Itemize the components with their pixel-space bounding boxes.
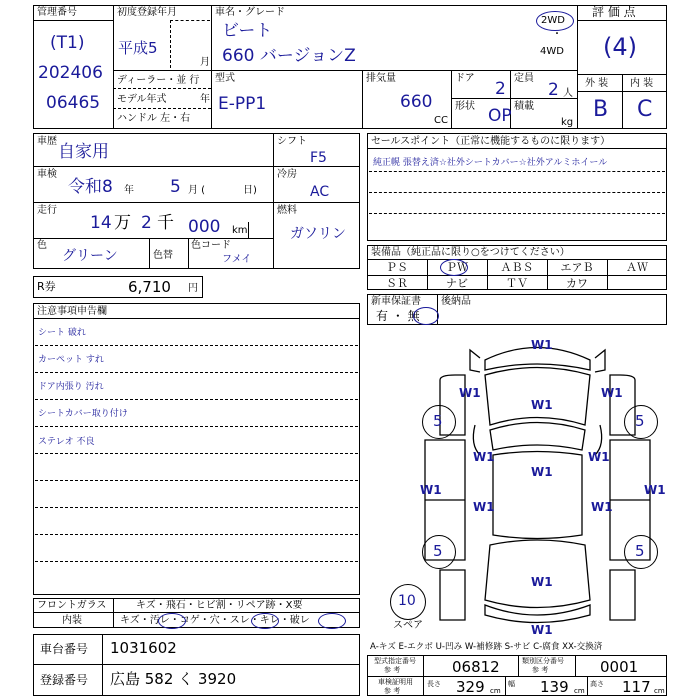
score-value: (4) bbox=[603, 33, 637, 61]
tire-depth: 5 bbox=[433, 542, 443, 560]
damage-mark: W1 bbox=[531, 575, 553, 589]
shape-value: OP bbox=[488, 106, 512, 126]
reg-era: 平成5 bbox=[118, 39, 158, 57]
fuel-label: 燃料 bbox=[277, 205, 297, 216]
chassis-label: 車台番号 bbox=[40, 642, 89, 656]
damage-mark: W1 bbox=[601, 386, 623, 400]
shift-label: シフト bbox=[277, 136, 307, 147]
inspection-month-unit: 月 ( bbox=[188, 185, 206, 196]
fuel-value: ガソリン bbox=[290, 226, 346, 242]
car-grade: 660 バージョンZ bbox=[222, 46, 356, 66]
warranty-circle bbox=[413, 307, 439, 325]
tire-depth: 5 bbox=[635, 412, 645, 430]
equip-leather: カワ bbox=[566, 277, 588, 290]
ac-label: 冷房 bbox=[277, 169, 297, 180]
glass-text: キズ・飛石・ヒビ割・リペア跡・X要 bbox=[136, 600, 303, 611]
inspection-month: 5 bbox=[170, 177, 181, 197]
note-item: カーペット すれ bbox=[38, 355, 104, 365]
cert-type-label: 型式指定番号 bbox=[374, 657, 416, 665]
cert-class-label: 類別区分番号 bbox=[522, 657, 564, 665]
damage-mark: W1 bbox=[473, 500, 495, 514]
car-model: ビート bbox=[222, 21, 273, 41]
note-item: シートカバー取り付け bbox=[38, 409, 128, 419]
damage-mark: W1 bbox=[591, 500, 613, 514]
interior-circle bbox=[318, 613, 346, 629]
recycle-frame bbox=[33, 276, 203, 298]
mileage-unit: km bbox=[232, 225, 248, 236]
tire-depth: 5 bbox=[433, 412, 443, 430]
mgmt-label: 管理番号 bbox=[37, 7, 77, 18]
mileage-rest: 000 bbox=[188, 217, 221, 237]
cert-wid-value: 139 bbox=[540, 678, 569, 696]
cert-spec-label2: 参 考 bbox=[384, 687, 401, 695]
color-value: グリーン bbox=[62, 248, 118, 264]
sales-label: セールスポイント（正常に機能するものに限ります） bbox=[371, 136, 611, 147]
note-item: ドア内張り 汚れ bbox=[38, 382, 104, 392]
cert-len-value: 329 bbox=[456, 678, 485, 696]
inspection-label: 車検 bbox=[37, 169, 57, 180]
type-value: E-PP1 bbox=[218, 94, 267, 114]
spare-label: スペア bbox=[393, 620, 423, 631]
damage-legend: A-キズ E-エクボ U-凹み W-補修跡 S-サビ C-腐食 XX-交換済 bbox=[370, 642, 603, 652]
cert-hei-value: 117 bbox=[622, 678, 651, 696]
equip-pw-circle bbox=[440, 259, 468, 276]
color-change-label: 色替 bbox=[153, 250, 173, 261]
dealer-year: 年 bbox=[200, 94, 210, 105]
engine-unit: CC bbox=[434, 115, 448, 126]
reg-month: 月 bbox=[200, 57, 210, 68]
color-code-label: 色コード bbox=[191, 240, 231, 251]
recycle-value: 6,710 bbox=[128, 278, 171, 296]
damage-mark: W1 bbox=[473, 450, 495, 464]
damage-mark: W1 bbox=[588, 450, 610, 464]
damage-mark: W1 bbox=[531, 465, 553, 479]
cert-wid-unit: cm bbox=[574, 687, 585, 695]
cert-spec-label: 車検証明用 bbox=[378, 678, 413, 686]
inspection-year-unit: 年 bbox=[124, 185, 134, 196]
cert-type-value: 06812 bbox=[452, 658, 500, 676]
shape-label: 形状 bbox=[455, 101, 475, 112]
color-label: 色 bbox=[37, 240, 47, 251]
door-label: ドア bbox=[455, 73, 475, 84]
damage-mark: W1 bbox=[459, 386, 481, 400]
mgmt-no2: 06465 bbox=[46, 93, 101, 113]
mileage-man-unit: 万 bbox=[114, 213, 131, 233]
int-score: C bbox=[637, 97, 653, 122]
drive-2wd: 2WD bbox=[541, 15, 565, 26]
equip-tv: ＴＶ bbox=[506, 277, 528, 290]
recycle-unit: 円 bbox=[188, 283, 198, 294]
capacity-value: 2 bbox=[548, 80, 559, 100]
spare-depth: 10 bbox=[398, 593, 416, 609]
reg-label: 初度登録年月 bbox=[117, 7, 177, 18]
type-label: 型式 bbox=[215, 73, 235, 84]
damage-mark: W1 bbox=[531, 623, 553, 637]
interior-text: キズ・汚レ・コゲ・穴・スレ・キレ・破レ bbox=[120, 615, 310, 626]
cert-hei-label: 高さ bbox=[590, 680, 604, 688]
shift-value: F5 bbox=[310, 150, 327, 166]
drive-dot: ・ bbox=[552, 29, 562, 40]
history-label: 車歴 bbox=[37, 136, 57, 147]
mileage-sen-unit: 千 bbox=[157, 213, 174, 233]
cert-type-label2: 参 考 bbox=[384, 666, 401, 674]
inspection-day-unit: 日) bbox=[243, 185, 257, 196]
score-label: 評 価 点 bbox=[592, 5, 636, 19]
plate-value: 広島 582 く 3920 bbox=[110, 670, 237, 688]
mileage-sen: 2 bbox=[141, 213, 152, 233]
equip-abs: ＡＢＳ bbox=[500, 261, 534, 274]
damage-mark: W1 bbox=[644, 483, 666, 497]
warranty-label: 新車保証書 bbox=[371, 296, 421, 307]
sales-frame bbox=[367, 133, 667, 241]
interior-circle bbox=[251, 613, 279, 629]
capacity-unit: 人 bbox=[563, 88, 573, 99]
equip-sr: ＳＲ bbox=[386, 277, 408, 290]
dealer-line2: モデル年式 bbox=[117, 94, 167, 105]
cert-len-label: 長さ bbox=[427, 680, 441, 688]
inspection-era: 令和8 bbox=[68, 177, 113, 197]
ext-label: 外 装 bbox=[585, 78, 609, 89]
engine-value: 660 bbox=[400, 92, 433, 112]
chassis-value: 1031602 bbox=[110, 639, 177, 657]
note-item: シート 破れ bbox=[38, 328, 86, 338]
plate-label: 登録番号 bbox=[40, 673, 89, 687]
cert-len-unit: cm bbox=[490, 687, 501, 695]
ext-score: B bbox=[593, 97, 609, 122]
warranty-value: 有 ・ 無 bbox=[376, 309, 420, 323]
ac-value: AC bbox=[310, 184, 330, 200]
dealer-line3: ハンドル 左・右 bbox=[117, 113, 191, 124]
equip-ps: ＰＳ bbox=[386, 261, 408, 274]
recycle-label: R券 bbox=[37, 280, 56, 293]
capacity-label: 定員 bbox=[514, 73, 534, 84]
int-label: 内 装 bbox=[630, 78, 654, 89]
mileage-label: 走行 bbox=[37, 205, 57, 216]
name-label: 車名・グレード bbox=[215, 7, 285, 18]
dealer-line1: ディーラー・並 行 bbox=[117, 75, 200, 86]
mgmt-no1: 202406 bbox=[38, 63, 103, 83]
equip-label: 装備品（純正品に限り○をつけてください） bbox=[371, 247, 570, 258]
equip-aw: ＡＷ bbox=[626, 261, 648, 274]
delivery-label: 後納品 bbox=[441, 296, 471, 307]
color-code: フメイ bbox=[222, 254, 252, 265]
cert-wid-label: 幅 bbox=[508, 680, 515, 688]
glass-label: フロントガラス bbox=[37, 600, 107, 611]
sales-text: 純正幌 張替え済☆社外シートカバー☆社外アルミホイール bbox=[373, 158, 608, 168]
equip-airbag: エアＢ bbox=[560, 261, 594, 274]
notes-frame bbox=[33, 303, 360, 595]
history-value: 自家用 bbox=[58, 142, 109, 162]
load-label: 積載 bbox=[514, 101, 534, 112]
drive-4wd: 4WD bbox=[540, 46, 564, 57]
engine-label: 排気量 bbox=[366, 73, 396, 84]
tire-depth: 5 bbox=[635, 542, 645, 560]
notes-label: 注意事項申告欄 bbox=[37, 306, 107, 317]
damage-mark: W1 bbox=[531, 338, 553, 352]
interior-circle bbox=[158, 613, 186, 629]
cert-class-label2: 参 考 bbox=[532, 666, 549, 674]
cert-hei-unit: cm bbox=[654, 687, 665, 695]
mileage-man: 14 bbox=[90, 213, 112, 233]
damage-mark: W1 bbox=[531, 398, 553, 412]
equip-pw: ＰＷ bbox=[446, 261, 468, 274]
interior-label: 内装 bbox=[62, 615, 82, 626]
note-item: ステレオ 不良 bbox=[38, 437, 95, 447]
cert-class-value: 0001 bbox=[600, 658, 639, 676]
equip-navi: ナビ bbox=[446, 277, 468, 290]
mgmt-code: (T1) bbox=[50, 33, 85, 53]
damage-mark: W1 bbox=[420, 483, 442, 497]
door-value: 2 bbox=[495, 79, 506, 99]
load-unit: kg bbox=[561, 117, 574, 128]
